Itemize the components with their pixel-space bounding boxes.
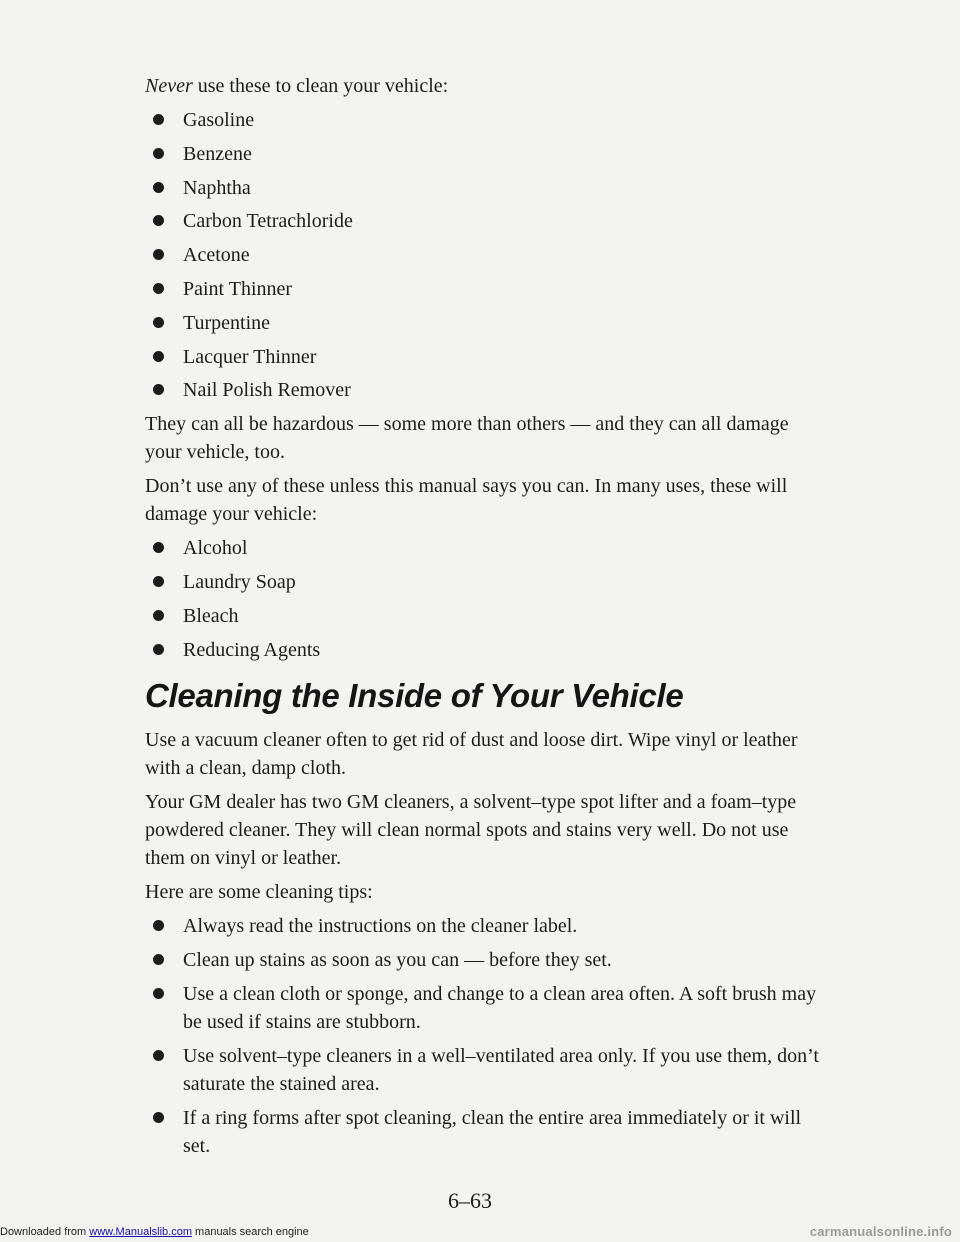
dont-use-list (145, 534, 825, 663)
page-number: 6–63 (448, 1188, 492, 1213)
section-heading: Cleaning the Inside of Your Vehicle (145, 676, 684, 714)
list-item-text: Clean up stains as soon as you can — before they set. (183, 948, 612, 971)
intro-line (145, 72, 825, 100)
list-item (153, 106, 825, 134)
bullet-icon (153, 215, 164, 226)
bullet-icon (153, 1050, 164, 1061)
bullet-icon (153, 576, 164, 587)
dont-use-paragraph: Don’t use any of these unless this manual says you can. In many uses, these will damage your vehicle: (145, 475, 788, 526)
footer-suffix: manuals search engine (191, 1226, 309, 1238)
bullet-icon (153, 954, 164, 965)
list-item-text: If a ring forms after spot cleaning, clean the entire area immediately or it will set. (183, 1106, 802, 1157)
list-item-text: Use a clean cloth or sponge, and change to a clean area often. A soft brush may be used if stains are stubborn. (183, 982, 817, 1033)
bullet-icon (153, 351, 164, 362)
list-item (153, 343, 825, 371)
hazard-paragraph: They can all be hazardous — some more than others — and they can all damage your vehicle, too. (145, 413, 789, 464)
list-item (153, 636, 825, 664)
vacuum-paragraph: Use a vacuum cleaner often to get rid of dust and loose dirt. Wipe vinyl or leather with a clean, damp cloth. (145, 728, 798, 779)
list-item (153, 207, 825, 235)
list-item-text: Gasoline (183, 109, 255, 131)
bullet-icon (153, 182, 164, 193)
download-footer (0, 1226, 309, 1238)
intro-text: use these to clean your vehicle: (192, 75, 449, 97)
list-item (153, 1042, 825, 1098)
list-item-text: Naphtha (183, 176, 251, 199)
list-item (153, 568, 825, 596)
bullet-icon (153, 114, 164, 125)
list-item (153, 912, 825, 940)
list-item-text: Benzene (183, 142, 252, 165)
list-item-text: Use solvent–type cleaners in a well–ventilated area only. If you use them, don’t saturate the stained area. (183, 1044, 819, 1095)
bullet-icon (153, 542, 164, 553)
footer-prefix: Downloaded from (0, 1226, 90, 1238)
list-item-text: Laundry Soap (183, 571, 296, 594)
list-item-text: Reducing Agents (183, 638, 321, 661)
bullet-icon (153, 920, 164, 931)
bullet-icon (153, 148, 164, 159)
dealer-paragraph: Your GM dealer has two GM cleaners, a solvent–type spot lifter and a foam–type powdered cleaner. They will clean normal spots and stains very well. Do not use them on vinyl or leather. (145, 790, 797, 869)
list-item (153, 241, 825, 269)
bullet-icon (153, 249, 164, 260)
list-item (153, 534, 825, 562)
list-item-text: Acetone (183, 244, 250, 267)
list-item (153, 376, 825, 404)
bullet-icon (153, 610, 164, 621)
bullet-icon (153, 988, 164, 999)
list-item-text: Always read the instructions on the cleaner label. (183, 914, 578, 937)
list-item (153, 980, 825, 1036)
bullet-icon (153, 283, 164, 294)
list-item (153, 275, 825, 303)
list-item-text: Lacquer Thinner (183, 345, 317, 368)
list-item (153, 946, 825, 974)
bullet-icon (153, 1112, 164, 1123)
bullet-icon (153, 644, 164, 655)
intro-emphasis: Never (145, 75, 193, 97)
site-watermark: carmanualsonline.info (809, 1224, 952, 1239)
list-item (153, 1104, 825, 1160)
list-item-text: Paint Thinner (183, 277, 293, 300)
cleaning-tips-list (145, 912, 825, 1160)
list-item (153, 602, 825, 630)
never-use-list (145, 106, 825, 404)
list-item (153, 309, 825, 337)
manualslib-link[interactable]: www.Manualslib.com (89, 1226, 192, 1238)
list-item-text: Bleach (183, 604, 239, 627)
list-item (153, 140, 825, 168)
list-item-text: Nail Polish Remover (183, 379, 351, 402)
list-item-text: Carbon Tetrachloride (183, 210, 353, 233)
list-item (153, 174, 825, 202)
page-content (145, 72, 825, 1166)
list-item-text: Turpentine (183, 311, 271, 334)
bullet-icon (153, 317, 164, 328)
tips-intro: Here are some cleaning tips: (145, 880, 373, 903)
bullet-icon (153, 384, 164, 395)
list-item-text: Alcohol (183, 537, 248, 560)
